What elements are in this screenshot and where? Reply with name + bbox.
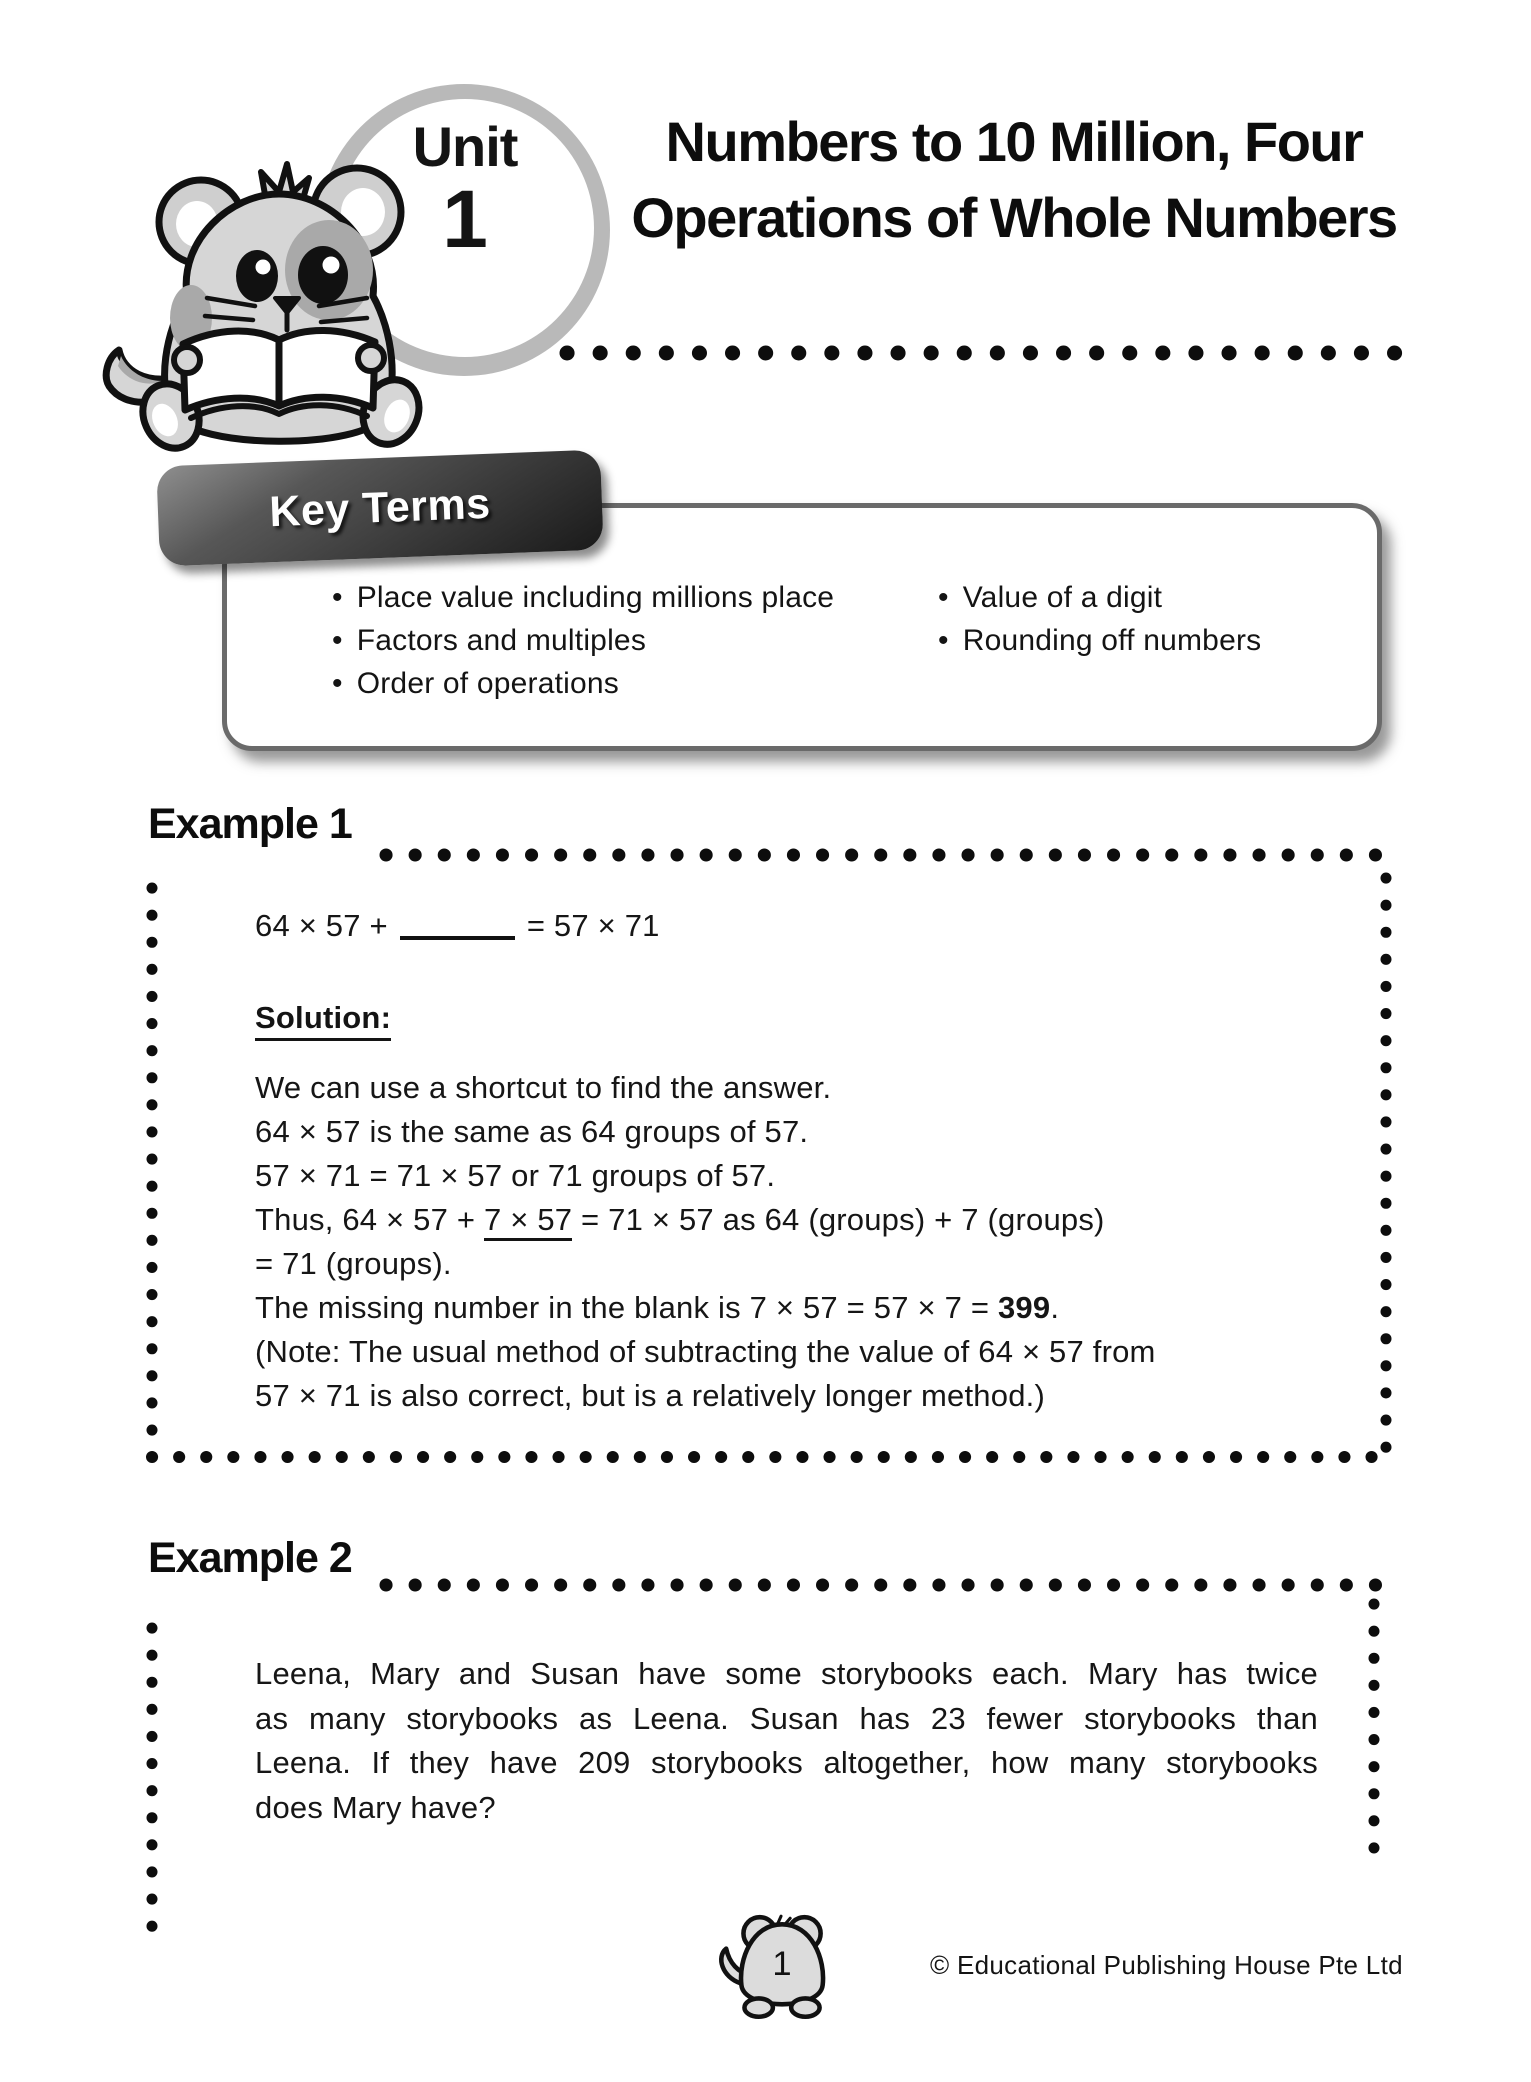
example2-dotted-right [1366,1596,1382,1878]
unit-number: 1 [442,174,488,265]
example2-dotted-top [378,1576,1398,1594]
key-terms-column-2 [938,576,1261,662]
key-term-item: • Order of operations [332,662,834,705]
underlined-term: 7 × 57 [484,1202,572,1241]
example1-dotted-top [378,846,1398,864]
problem-line: as many storybooks as Leena. Susan has 23 fewer storybooks than [255,1700,1318,1736]
example2-heading: Example 2 [148,1534,352,1582]
solution-line-part: Thus, 64 × 57 + [255,1202,484,1237]
solution-line [255,1286,1156,1330]
example1-heading: Example 1 [148,800,352,848]
solution-line-part: . [1050,1290,1060,1325]
solution-line: We can use a shortcut to find the answer. [255,1070,832,1105]
page-number-mouse-icon [714,1912,846,2026]
solution-line-part: The missing number in the blank is 7 × 57 = 57 × 7 = [255,1290,998,1325]
problem-line: Leena, Mary and Susan have some storybooks each. Mary has twice [255,1656,1318,1691]
example1-solution-label-wrap [255,1000,391,1041]
example1-solution [255,1066,1156,1418]
example1-problem-left: 64 × 57 + [255,908,388,943]
solution-label: Solution: [255,1000,391,1041]
key-terms-banner [156,450,604,567]
example2-dotted-left [144,1620,160,1942]
key-term-item: • Factors and multiples [332,619,834,662]
key-term-item: • Rounding off numbers [938,619,1261,662]
answer-value: 399 [997,1290,1051,1325]
problem-line: Leena. If they have 209 storybooks altogether, how many storybooks [255,1745,1318,1780]
example1-dotted-left [144,880,160,1460]
example2-problem [255,1652,1318,1830]
example1-problem-right: = 57 × 71 [526,908,660,943]
key-term-item: • Value of a digit [938,576,1261,619]
mascot-mouse-reading-icon [95,148,455,478]
key-term-item: • Place value including millions place [332,576,834,619]
example1-dotted-bottom [144,1448,1394,1466]
solution-line: (Note: The usual method of subtracting the value of 64 × 57 from [255,1334,1156,1369]
problem-line: does Mary have? [255,1789,496,1825]
key-terms-heading: Key Terms [268,479,492,536]
solution-line: 57 × 71 = 71 × 57 or 71 groups of 57. [255,1158,776,1193]
solution-line: 64 × 57 is the same as 64 groups of 57. [255,1114,809,1149]
solution-line: 57 × 71 is also correct, but is a relatively longer method.) [255,1378,1045,1413]
page-title: Numbers to 10 Million, Four Operations of Whole Numbers [631,110,1397,249]
example1-answer-blank [400,936,515,940]
example1-dotted-right [1378,870,1394,1458]
unit-label: Unit [412,115,518,178]
key-terms-column-1 [332,576,834,705]
title-dotted-rule [558,342,1403,364]
page-number: 1 [772,1945,792,1984]
example1-problem [255,908,660,944]
solution-line: = 71 (groups). [255,1246,452,1281]
solution-line [255,1198,1156,1242]
solution-line-part: = 71 × 57 as 64 (groups) + 7 (groups) [572,1202,1105,1237]
copyright-notice: © Educational Publishing House Pte Ltd [930,1950,1403,1980]
